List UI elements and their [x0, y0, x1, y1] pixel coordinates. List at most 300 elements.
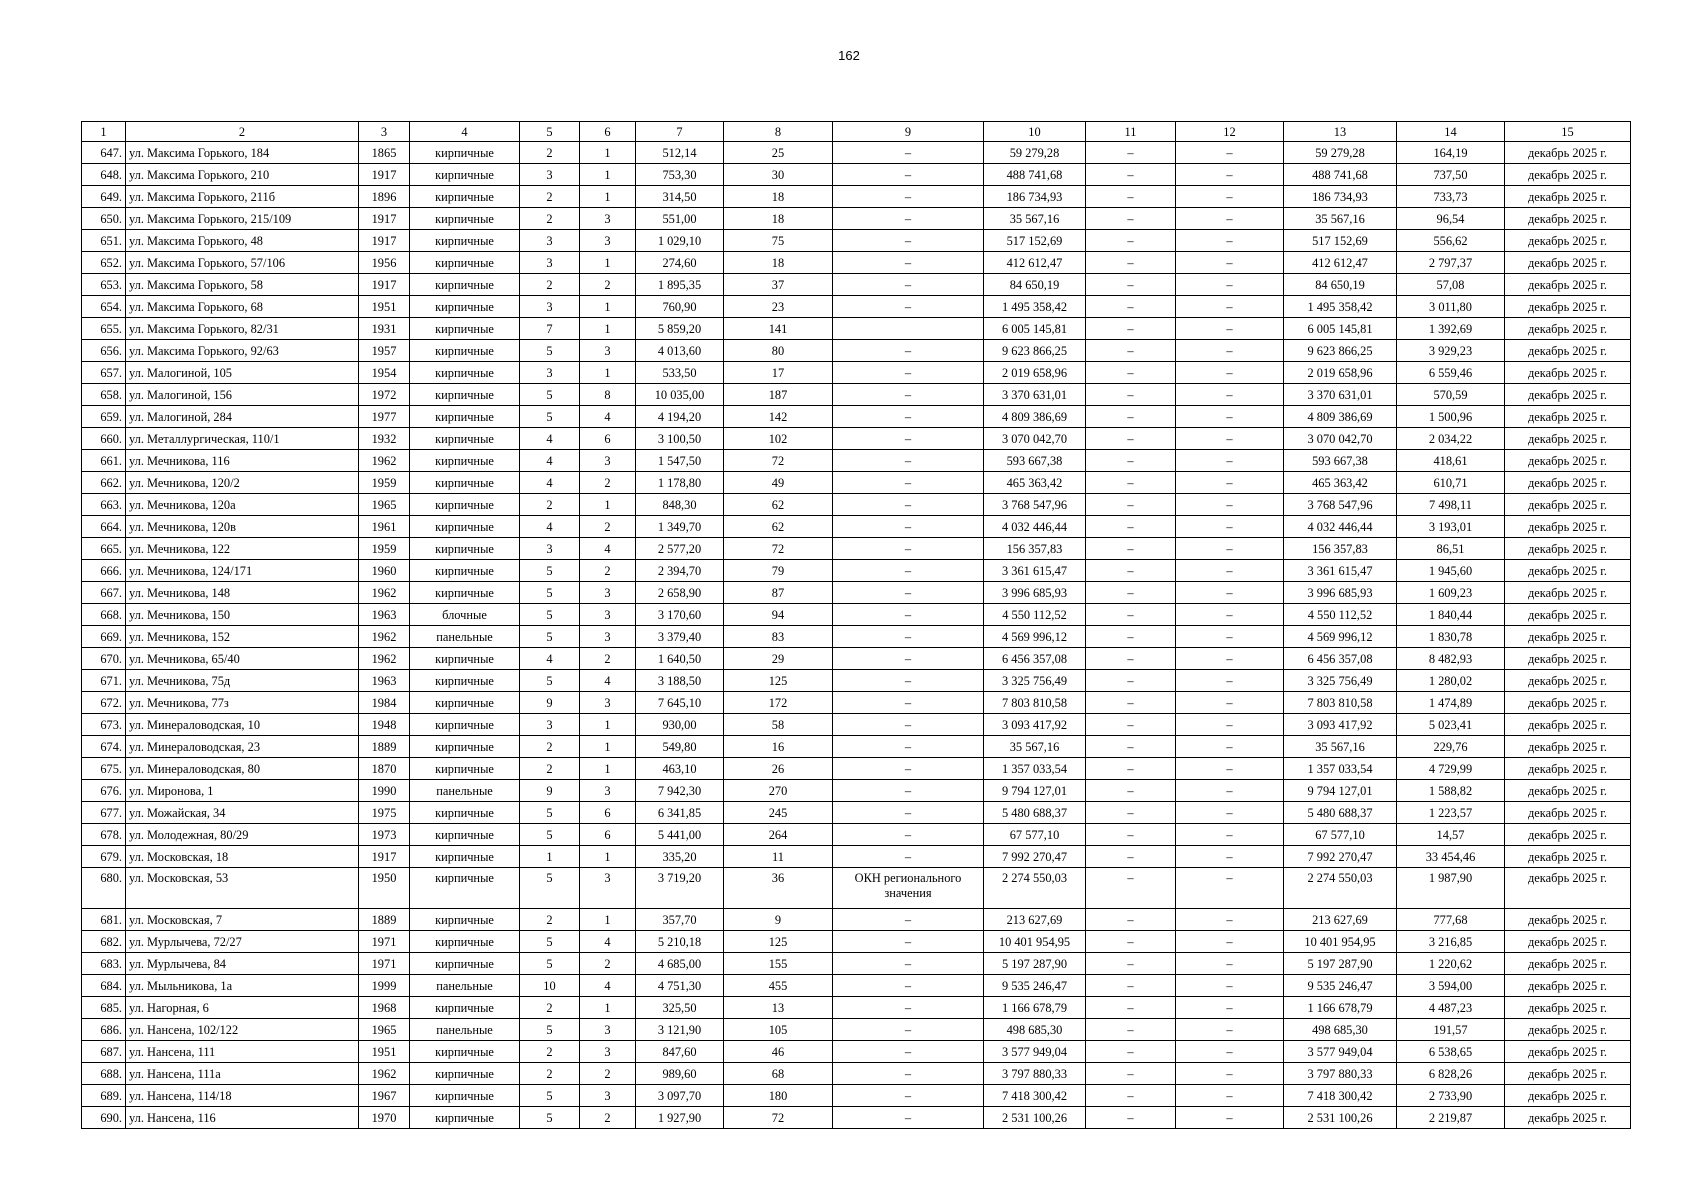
cell-address: ул. Нагорная, 6	[126, 997, 359, 1019]
cell-cost-total: 2 019 658,96	[984, 362, 1086, 384]
cell-col-12: –	[1176, 186, 1284, 208]
cell-entrances: 1	[580, 494, 636, 516]
cell-area: 3 100,50	[636, 428, 724, 450]
cell-residents: 29	[724, 648, 833, 670]
table-row	[82, 931, 1631, 953]
table-row	[82, 714, 1631, 736]
cell-address: ул. Максима Горького, 68	[126, 296, 359, 318]
cell-col-12: –	[1176, 274, 1284, 296]
cell-area: 314,50	[636, 186, 724, 208]
cell-residents: 155	[724, 953, 833, 975]
cell-deadline: декабрь 2025 г.	[1505, 758, 1631, 780]
cell-col-12: –	[1176, 450, 1284, 472]
cell-deadline: декабрь 2025 г.	[1505, 975, 1631, 997]
cell-cost-total: 3 577 949,04	[984, 1041, 1086, 1063]
cell-row-number: 671.	[82, 670, 126, 692]
cell-address: ул. Московская, 18	[126, 846, 359, 868]
cell-row-number: 666.	[82, 560, 126, 582]
cell-cost-per-sqm: 1 840,44	[1397, 604, 1505, 626]
cell-entrances: 3	[580, 780, 636, 802]
cell-col-11: –	[1086, 1063, 1176, 1085]
cell-area: 3 379,40	[636, 626, 724, 648]
cell-address: ул. Максима Горького, 82/31	[126, 318, 359, 340]
cell-col-11: –	[1086, 604, 1176, 626]
cell-residents: 187	[724, 384, 833, 406]
cell-year-built: 1975	[359, 802, 410, 824]
table-row	[82, 846, 1631, 868]
table-row	[82, 780, 1631, 802]
cell-wall-material: кирпичные	[410, 824, 520, 846]
cell-year-built: 1962	[359, 648, 410, 670]
cell-heritage-status: –	[833, 1107, 984, 1129]
cell-cost-total: 3 325 756,49	[984, 670, 1086, 692]
cell-cost-fund: 3 325 756,49	[1284, 670, 1397, 692]
cell-row-number: 653.	[82, 274, 126, 296]
table-row	[82, 909, 1631, 931]
cell-row-number: 685.	[82, 997, 126, 1019]
cell-address: ул. Максима Горького, 92/63	[126, 340, 359, 362]
cell-area: 760,90	[636, 296, 724, 318]
cell-cost-per-sqm: 1 223,57	[1397, 802, 1505, 824]
cell-residents: 58	[724, 714, 833, 736]
cell-cost-fund: 1 166 678,79	[1284, 997, 1397, 1019]
cell-year-built: 1968	[359, 997, 410, 1019]
cell-residents: 13	[724, 997, 833, 1019]
cell-deadline: декабрь 2025 г.	[1505, 582, 1631, 604]
cell-area: 1 927,90	[636, 1107, 724, 1129]
column-header: 12	[1176, 122, 1284, 142]
cell-floors: 10	[520, 975, 580, 997]
cell-area: 2 394,70	[636, 560, 724, 582]
cell-deadline: декабрь 2025 г.	[1505, 560, 1631, 582]
cell-cost-per-sqm: 3 193,01	[1397, 516, 1505, 538]
cell-col-11: –	[1086, 802, 1176, 824]
cell-col-11: –	[1086, 516, 1176, 538]
cell-year-built: 1962	[359, 582, 410, 604]
cell-floors: 5	[520, 670, 580, 692]
cell-col-11: –	[1086, 780, 1176, 802]
table-row	[82, 472, 1631, 494]
cell-heritage-status: –	[833, 428, 984, 450]
table-row	[82, 274, 1631, 296]
cell-col-12: –	[1176, 780, 1284, 802]
cell-col-11: –	[1086, 648, 1176, 670]
cell-cost-fund: 156 357,83	[1284, 538, 1397, 560]
cell-year-built: 1917	[359, 274, 410, 296]
cell-floors: 4	[520, 450, 580, 472]
table-row	[82, 670, 1631, 692]
cell-cost-per-sqm: 6 828,26	[1397, 1063, 1505, 1085]
cell-year-built: 1962	[359, 450, 410, 472]
cell-wall-material: панельные	[410, 626, 520, 648]
cell-col-11: –	[1086, 758, 1176, 780]
cell-year-built: 1889	[359, 736, 410, 758]
cell-floors: 3	[520, 230, 580, 252]
cell-wall-material: кирпичные	[410, 846, 520, 868]
table-row	[82, 604, 1631, 626]
cell-row-number: 681.	[82, 909, 126, 931]
cell-row-number: 658.	[82, 384, 126, 406]
cell-heritage-status: –	[833, 516, 984, 538]
cell-entrances: 6	[580, 428, 636, 450]
cell-area: 325,50	[636, 997, 724, 1019]
cell-address: ул. Максима Горького, 210	[126, 164, 359, 186]
cell-deadline: декабрь 2025 г.	[1505, 953, 1631, 975]
cell-entrances: 3	[580, 868, 636, 909]
cell-entrances: 4	[580, 931, 636, 953]
cell-cost-total: 10 401 954,95	[984, 931, 1086, 953]
table-row	[82, 975, 1631, 997]
cell-area: 5 210,18	[636, 931, 724, 953]
cell-heritage-status: –	[833, 450, 984, 472]
column-header: 8	[724, 122, 833, 142]
cell-cost-total: 3 996 685,93	[984, 582, 1086, 604]
cell-address: ул. Московская, 7	[126, 909, 359, 931]
cell-col-12: –	[1176, 208, 1284, 230]
cell-col-12: –	[1176, 714, 1284, 736]
cell-col-11: –	[1086, 494, 1176, 516]
cell-area: 5 859,20	[636, 318, 724, 340]
cell-wall-material: кирпичные	[410, 186, 520, 208]
cell-year-built: 1896	[359, 186, 410, 208]
cell-heritage-status: –	[833, 538, 984, 560]
cell-entrances: 4	[580, 538, 636, 560]
cell-row-number: 675.	[82, 758, 126, 780]
cell-col-11: –	[1086, 296, 1176, 318]
cell-year-built: 1951	[359, 1041, 410, 1063]
table-row	[82, 824, 1631, 846]
cell-cost-per-sqm: 4 729,99	[1397, 758, 1505, 780]
cell-residents: 18	[724, 186, 833, 208]
cell-cost-total: 3 370 631,01	[984, 384, 1086, 406]
cell-entrances: 3	[580, 1085, 636, 1107]
cell-col-12: –	[1176, 384, 1284, 406]
cell-residents: 11	[724, 846, 833, 868]
cell-address: ул. Молодежная, 80/29	[126, 824, 359, 846]
cell-deadline: декабрь 2025 г.	[1505, 714, 1631, 736]
cell-cost-per-sqm: 86,51	[1397, 538, 1505, 560]
cell-cost-fund: 6 005 145,81	[1284, 318, 1397, 340]
cell-year-built: 1957	[359, 340, 410, 362]
cell-col-12: –	[1176, 692, 1284, 714]
cell-col-11: –	[1086, 406, 1176, 428]
cell-floors: 5	[520, 1107, 580, 1129]
cell-row-number: 648.	[82, 164, 126, 186]
cell-year-built: 1917	[359, 164, 410, 186]
cell-col-12: –	[1176, 931, 1284, 953]
cell-address: ул. Мечникова, 65/40	[126, 648, 359, 670]
cell-cost-fund: 412 612,47	[1284, 252, 1397, 274]
cell-area: 753,30	[636, 164, 724, 186]
cell-cost-total: 9 535 246,47	[984, 975, 1086, 997]
column-header: 10	[984, 122, 1086, 142]
cell-cost-per-sqm: 5 023,41	[1397, 714, 1505, 736]
cell-heritage-status: –	[833, 252, 984, 274]
cell-residents: 125	[724, 670, 833, 692]
cell-col-12: –	[1176, 582, 1284, 604]
cell-row-number: 659.	[82, 406, 126, 428]
cell-col-11: –	[1086, 362, 1176, 384]
cell-year-built: 1963	[359, 670, 410, 692]
cell-entrances: 2	[580, 1063, 636, 1085]
cell-address: ул. Максима Горького, 184	[126, 142, 359, 164]
cell-deadline: декабрь 2025 г.	[1505, 824, 1631, 846]
cell-row-number: 660.	[82, 428, 126, 450]
cell-address: ул. Малогиной, 156	[126, 384, 359, 406]
cell-deadline: декабрь 2025 г.	[1505, 230, 1631, 252]
cell-floors: 5	[520, 560, 580, 582]
cell-heritage-status: –	[833, 736, 984, 758]
cell-address: ул. Мурлычева, 84	[126, 953, 359, 975]
cell-residents: 72	[724, 1107, 833, 1129]
cell-entrances: 3	[580, 1041, 636, 1063]
cell-heritage-status: –	[833, 296, 984, 318]
cell-col-12: –	[1176, 516, 1284, 538]
cell-cost-total: 3 768 547,96	[984, 494, 1086, 516]
cell-cost-fund: 3 768 547,96	[1284, 494, 1397, 516]
cell-area: 848,30	[636, 494, 724, 516]
cell-cost-fund: 3 093 417,92	[1284, 714, 1397, 736]
table-header-row	[82, 122, 1631, 142]
cell-entrances: 1	[580, 186, 636, 208]
cell-deadline: декабрь 2025 г.	[1505, 780, 1631, 802]
cell-col-12: –	[1176, 142, 1284, 164]
table-row	[82, 626, 1631, 648]
cell-wall-material: кирпичные	[410, 296, 520, 318]
cell-residents: 75	[724, 230, 833, 252]
cell-address: ул. Минераловодская, 80	[126, 758, 359, 780]
column-header: 2	[126, 122, 359, 142]
cell-deadline: декабрь 2025 г.	[1505, 1085, 1631, 1107]
cell-cost-per-sqm: 1 220,62	[1397, 953, 1505, 975]
cell-year-built: 1951	[359, 296, 410, 318]
cell-cost-total: 1 357 033,54	[984, 758, 1086, 780]
cell-cost-per-sqm: 164,19	[1397, 142, 1505, 164]
cell-col-11: –	[1086, 164, 1176, 186]
table-row	[82, 384, 1631, 406]
cell-cost-fund: 488 741,68	[1284, 164, 1397, 186]
cell-row-number: 673.	[82, 714, 126, 736]
cell-year-built: 1961	[359, 516, 410, 538]
cell-cost-total: 3 070 042,70	[984, 428, 1086, 450]
cell-entrances: 4	[580, 670, 636, 692]
cell-cost-fund: 213 627,69	[1284, 909, 1397, 931]
cell-col-11: –	[1086, 975, 1176, 997]
cell-deadline: декабрь 2025 г.	[1505, 362, 1631, 384]
cell-address: ул. Можайская, 34	[126, 802, 359, 824]
cell-cost-fund: 1 357 033,54	[1284, 758, 1397, 780]
cell-entrances: 4	[580, 406, 636, 428]
cell-cost-per-sqm: 7 498,11	[1397, 494, 1505, 516]
cell-cost-fund: 5 197 287,90	[1284, 953, 1397, 975]
cell-cost-fund: 3 797 880,33	[1284, 1063, 1397, 1085]
table-row	[82, 538, 1631, 560]
table-row	[82, 648, 1631, 670]
cell-col-12: –	[1176, 230, 1284, 252]
cell-row-number: 662.	[82, 472, 126, 494]
cell-heritage-status: –	[833, 780, 984, 802]
cell-heritage-status: –	[833, 208, 984, 230]
column-header: 11	[1086, 122, 1176, 142]
column-header: 9	[833, 122, 984, 142]
cell-cost-per-sqm: 1 945,60	[1397, 560, 1505, 582]
cell-area: 3 719,20	[636, 868, 724, 909]
table-row	[82, 186, 1631, 208]
cell-residents: 17	[724, 362, 833, 384]
cell-deadline: декабрь 2025 г.	[1505, 909, 1631, 931]
cell-cost-per-sqm: 14,57	[1397, 824, 1505, 846]
cell-year-built: 1984	[359, 692, 410, 714]
cell-col-11: –	[1086, 340, 1176, 362]
cell-cost-total: 2 274 550,03	[984, 868, 1086, 909]
cell-cost-total: 1 495 358,42	[984, 296, 1086, 318]
cell-floors: 3	[520, 362, 580, 384]
cell-deadline: декабрь 2025 г.	[1505, 802, 1631, 824]
cell-address: ул. Нансена, 114/18	[126, 1085, 359, 1107]
cell-wall-material: кирпичные	[410, 494, 520, 516]
cell-col-12: –	[1176, 758, 1284, 780]
cell-floors: 2	[520, 142, 580, 164]
cell-area: 512,14	[636, 142, 724, 164]
cell-col-11: –	[1086, 824, 1176, 846]
column-header: 14	[1397, 122, 1505, 142]
cell-row-number: 661.	[82, 450, 126, 472]
cell-cost-per-sqm: 4 487,23	[1397, 997, 1505, 1019]
cell-year-built: 1917	[359, 230, 410, 252]
cell-heritage-status: –	[833, 758, 984, 780]
cell-heritage-status: –	[833, 1019, 984, 1041]
cell-deadline: декабрь 2025 г.	[1505, 736, 1631, 758]
cell-residents: 102	[724, 428, 833, 450]
cell-heritage-status: –	[833, 230, 984, 252]
cell-entrances: 1	[580, 362, 636, 384]
cell-year-built: 1950	[359, 868, 410, 909]
cell-area: 4 751,30	[636, 975, 724, 997]
cell-col-11: –	[1086, 208, 1176, 230]
cell-year-built: 1956	[359, 252, 410, 274]
cell-entrances: 1	[580, 909, 636, 931]
cell-cost-fund: 593 667,38	[1284, 450, 1397, 472]
cell-heritage-status: –	[833, 604, 984, 626]
cell-wall-material: кирпичные	[410, 953, 520, 975]
cell-deadline: декабрь 2025 г.	[1505, 931, 1631, 953]
cell-heritage-status: –	[833, 909, 984, 931]
cell-heritage-status	[833, 318, 984, 340]
cell-cost-per-sqm: 6 538,65	[1397, 1041, 1505, 1063]
cell-deadline: декабрь 2025 г.	[1505, 516, 1631, 538]
cell-cost-fund: 4 032 446,44	[1284, 516, 1397, 538]
cell-cost-total: 2 531 100,26	[984, 1107, 1086, 1129]
cell-cost-total: 3 797 880,33	[984, 1063, 1086, 1085]
cell-area: 1 547,50	[636, 450, 724, 472]
cell-heritage-status: –	[833, 997, 984, 1019]
cell-row-number: 690.	[82, 1107, 126, 1129]
cell-deadline: декабрь 2025 г.	[1505, 626, 1631, 648]
cell-floors: 2	[520, 1041, 580, 1063]
table-row	[82, 736, 1631, 758]
cell-cost-fund: 2 274 550,03	[1284, 868, 1397, 909]
cell-cost-fund: 59 279,28	[1284, 142, 1397, 164]
cell-entrances: 1	[580, 714, 636, 736]
cell-cost-fund: 6 456 357,08	[1284, 648, 1397, 670]
cell-col-11: –	[1086, 560, 1176, 582]
cell-entrances: 2	[580, 516, 636, 538]
cell-entrances: 2	[580, 274, 636, 296]
cell-deadline: декабрь 2025 г.	[1505, 846, 1631, 868]
cell-entrances: 1	[580, 736, 636, 758]
cell-wall-material: панельные	[410, 780, 520, 802]
cell-year-built: 1889	[359, 909, 410, 931]
cell-cost-total: 7 992 270,47	[984, 846, 1086, 868]
cell-year-built: 1870	[359, 758, 410, 780]
cell-address: ул. Мечникова, 150	[126, 604, 359, 626]
cell-col-12: –	[1176, 318, 1284, 340]
cell-heritage-status: –	[833, 692, 984, 714]
cell-address: ул. Мечникова, 124/171	[126, 560, 359, 582]
cell-area: 357,70	[636, 909, 724, 931]
cell-cost-fund: 9 623 866,25	[1284, 340, 1397, 362]
cell-row-number: 663.	[82, 494, 126, 516]
table-row	[82, 362, 1631, 384]
cell-col-11: –	[1086, 450, 1176, 472]
cell-cost-fund: 7 992 270,47	[1284, 846, 1397, 868]
cell-heritage-status: –	[833, 1063, 984, 1085]
cell-row-number: 676.	[82, 780, 126, 802]
cell-floors: 2	[520, 208, 580, 230]
cell-entrances: 2	[580, 1107, 636, 1129]
cell-cost-total: 5 197 287,90	[984, 953, 1086, 975]
cell-col-11: –	[1086, 909, 1176, 931]
cell-residents: 62	[724, 516, 833, 538]
cell-wall-material: кирпичные	[410, 1041, 520, 1063]
cell-row-number: 657.	[82, 362, 126, 384]
cell-cost-per-sqm: 1 987,90	[1397, 868, 1505, 909]
cell-col-11: –	[1086, 428, 1176, 450]
cell-year-built: 1948	[359, 714, 410, 736]
cell-cost-fund: 4 809 386,69	[1284, 406, 1397, 428]
cell-cost-total: 1 166 678,79	[984, 997, 1086, 1019]
cell-floors: 4	[520, 516, 580, 538]
cell-cost-per-sqm: 777,68	[1397, 909, 1505, 931]
cell-deadline: декабрь 2025 г.	[1505, 142, 1631, 164]
cell-residents: 9	[724, 909, 833, 931]
cell-cost-fund: 465 363,42	[1284, 472, 1397, 494]
cell-cost-per-sqm: 1 830,78	[1397, 626, 1505, 648]
cell-wall-material: кирпичные	[410, 538, 520, 560]
cell-cost-total: 35 567,16	[984, 736, 1086, 758]
cell-col-11: –	[1086, 626, 1176, 648]
cell-row-number: 651.	[82, 230, 126, 252]
cell-floors: 1	[520, 846, 580, 868]
table-row	[82, 692, 1631, 714]
cell-area: 1 640,50	[636, 648, 724, 670]
cell-wall-material: кирпичные	[410, 1085, 520, 1107]
cell-wall-material: кирпичные	[410, 362, 520, 384]
cell-wall-material: кирпичные	[410, 802, 520, 824]
cell-floors: 5	[520, 868, 580, 909]
cell-cost-per-sqm: 418,61	[1397, 450, 1505, 472]
cell-entrances: 2	[580, 953, 636, 975]
cell-cost-fund: 84 650,19	[1284, 274, 1397, 296]
cell-cost-fund: 2 531 100,26	[1284, 1107, 1397, 1129]
cell-entrances: 1	[580, 142, 636, 164]
cell-residents: 87	[724, 582, 833, 604]
cell-col-12: –	[1176, 1085, 1284, 1107]
cell-deadline: декабрь 2025 г.	[1505, 186, 1631, 208]
cell-deadline: декабрь 2025 г.	[1505, 670, 1631, 692]
cell-address: ул. Нансена, 116	[126, 1107, 359, 1129]
cell-col-11: –	[1086, 230, 1176, 252]
